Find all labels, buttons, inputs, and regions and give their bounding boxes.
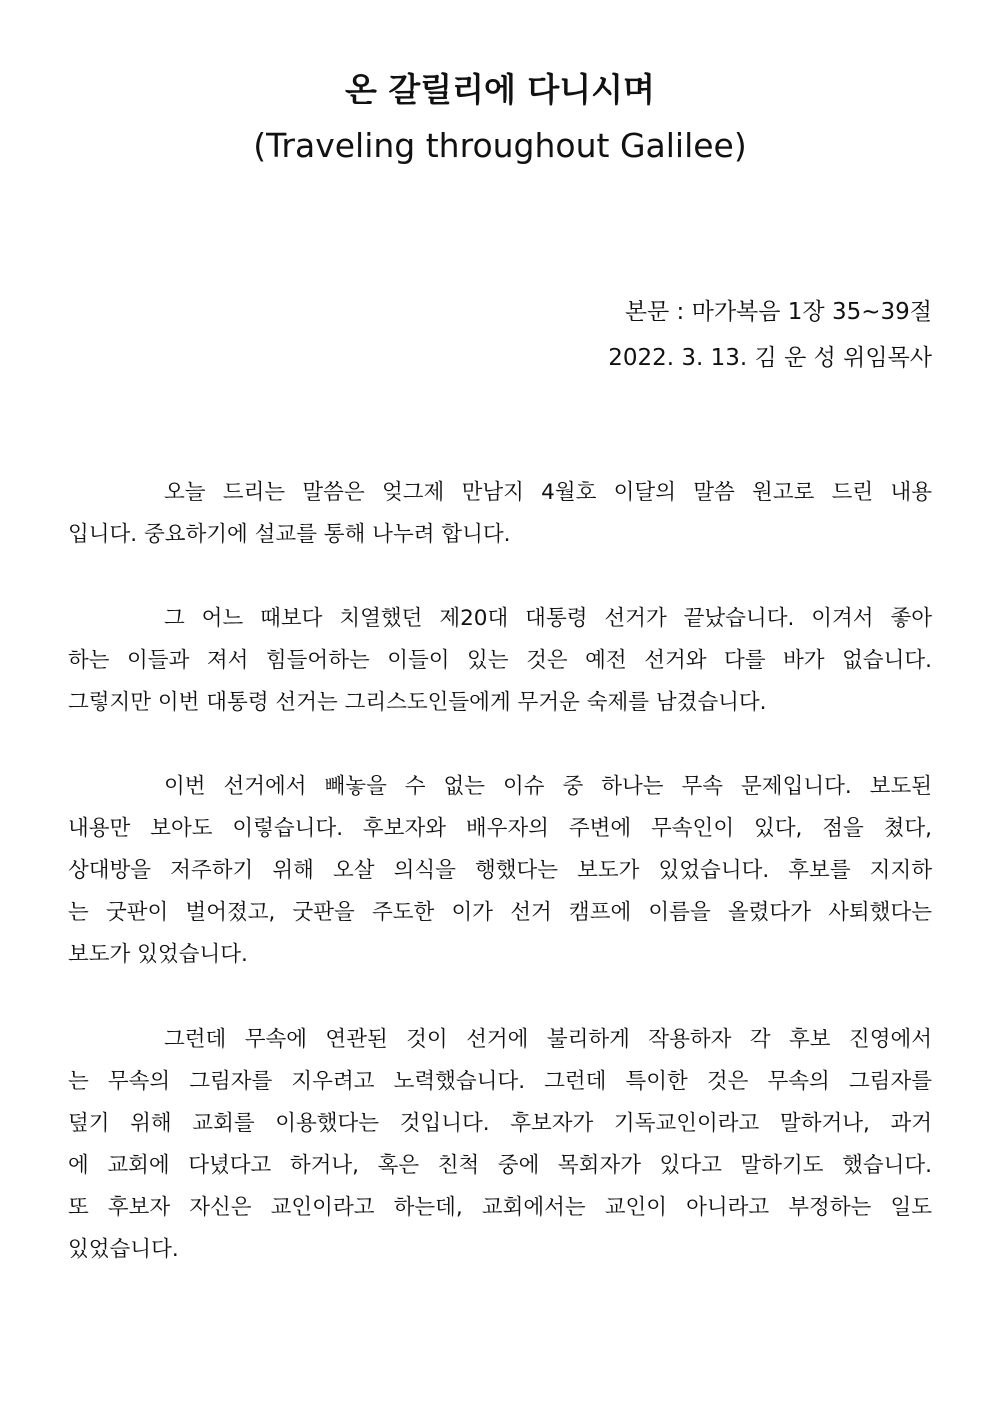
- paragraph-2: [68, 598, 932, 724]
- paragraph-line: 오늘 드리는 말씀은 엊그제 만남지 4월호 이달의 말씀 원고로 드린 내용: [164, 480, 932, 505]
- title-english: (Traveling throughout Galilee): [253, 126, 747, 165]
- paragraph-line: 입니다. 중요하기에 설교를 통해 나누려 합니다.: [68, 522, 511, 547]
- paragraph-line: 이번 선거에서 빼놓을 수 없는 이슈 중 하나는 무속 문제입니다. 보도된: [164, 774, 932, 799]
- paragraph-line: 는 굿판이 벌어졌고, 굿판을 주도한 이가 선거 캠프에 이름을 올렸다가 사퇴했다는: [68, 900, 932, 925]
- paragraph-line: 그런데 무속에 연관된 것이 선거에 불리하게 작용하자 각 후보 진영에서: [164, 1027, 932, 1052]
- paragraph-line: 내용만 보아도 이렇습니다. 후보자와 배우자의 주변에 무속인이 있다, 점을 쳤다,: [68, 816, 932, 841]
- paragraph-line: 있었습니다.: [68, 1237, 179, 1262]
- paragraph-line: 는 무속의 그림자를 지우려고 노력했습니다. 그런데 특이한 것은 무속의 그림자를: [68, 1069, 932, 1094]
- paragraph-3: [68, 766, 932, 976]
- title-korean: 온 갈릴리에 다니시며: [345, 70, 655, 109]
- paragraph-line: 에 교회에 다녔다고 하거나, 혹은 친척 중에 목회자가 있다고 말하기도 했습니다.: [68, 1153, 932, 1178]
- paragraph-1: [68, 472, 932, 556]
- scripture-reference: 본문 : 마가복음 1장 35~39절: [624, 299, 932, 325]
- paragraph-4: [68, 1019, 932, 1271]
- date-and-author: 2022. 3. 13. 김 운 성 위임목사: [608, 345, 932, 371]
- paragraph-line: 덮기 위해 교회를 이용했다는 것입니다. 후보자가 기독교인이라고 말하거나, 과거: [68, 1111, 932, 1136]
- paragraph-line: 보도가 있었습니다.: [68, 942, 248, 967]
- paragraph-line: 또 후보자 자신은 교인이라고 하는데, 교회에서는 교인이 아니라고 부정하는 일도: [68, 1195, 932, 1220]
- paragraph-line: 하는 이들과 져서 힘들어하는 이들이 있는 것은 예전 선거와 다를 바가 없습니다.: [68, 648, 932, 673]
- paragraph-line: 그렇지만 이번 대통령 선거는 그리스도인들에게 무거운 숙제를 남겼습니다.: [68, 690, 767, 715]
- paragraph-line: 상대방을 저주하기 위해 오살 의식을 행했다는 보도가 있었습니다. 후보를 지지하: [68, 858, 932, 883]
- paragraph-line: 그 어느 때보다 치열했던 제20대 대통령 선거가 끝났습니다. 이겨서 좋아: [164, 606, 932, 631]
